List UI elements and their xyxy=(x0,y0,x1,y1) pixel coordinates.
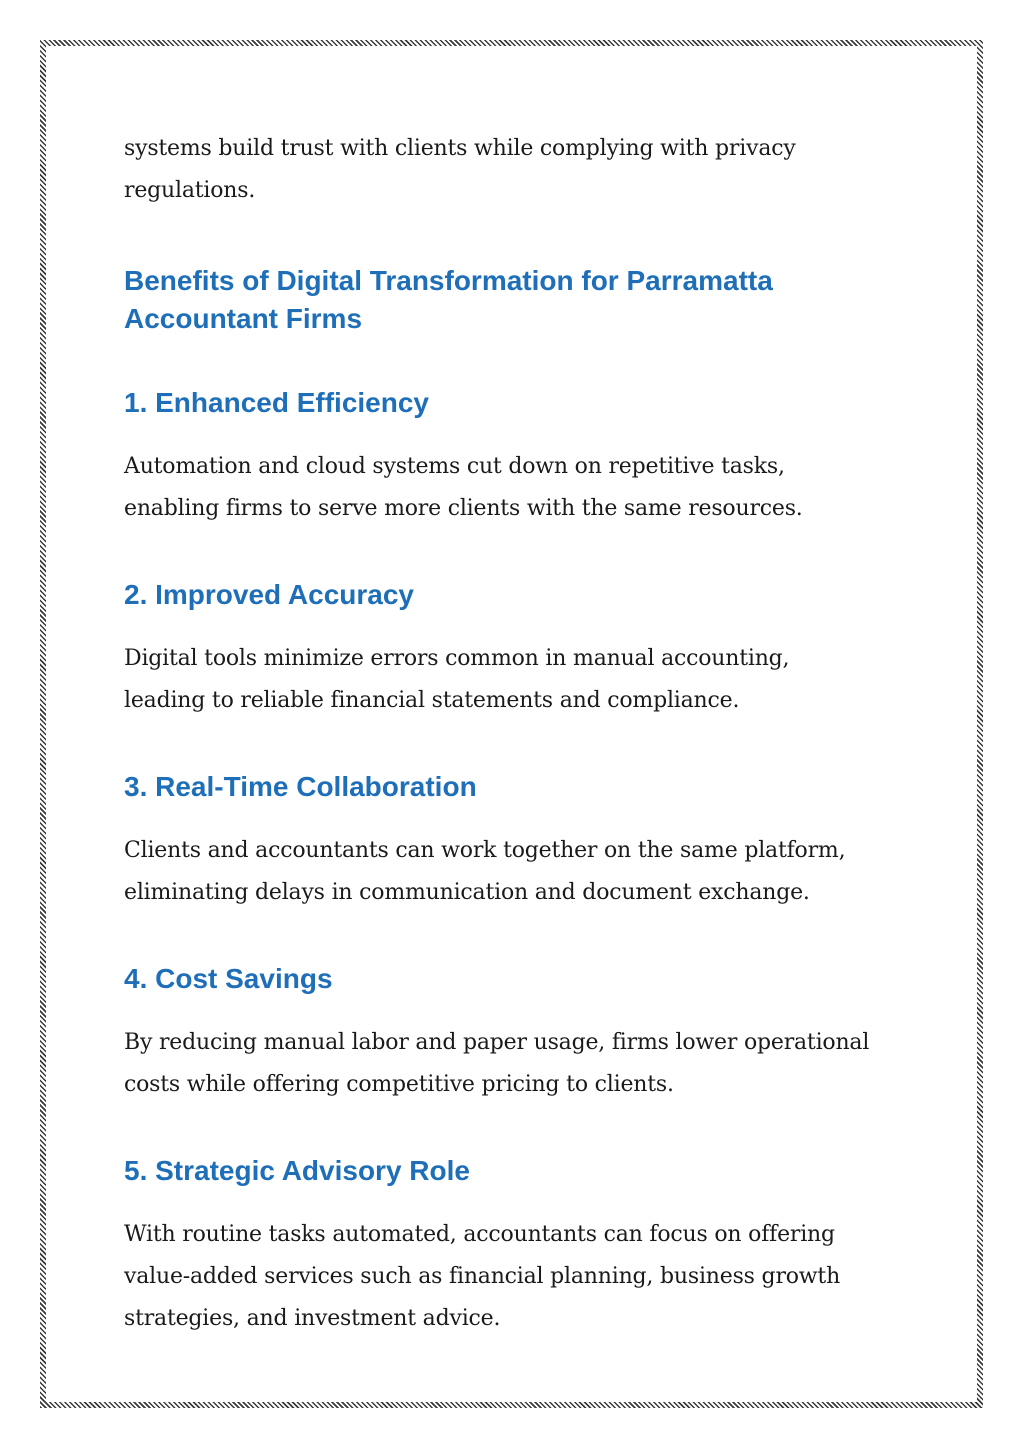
section-title: Benefits of Digital Transformation for Parramatta Accountant Firms xyxy=(124,265,773,334)
benefit-text: With routine tasks automated, accountants can focus on offering value-added services such as financial planning, business growth strategies, and investment advice. xyxy=(124,1222,841,1331)
benefit-text: Clients and accountants can work together on the same platform, eliminating delays in communication and document exchange. xyxy=(124,838,846,905)
benefit-text: Automation and cloud systems cut down on repetitive tasks, enabling firms to serve more clients with the same resources. xyxy=(124,454,803,521)
benefit-text: Digital tools minimize errors common in manual accounting, leading to reliable financial statements and compliance. xyxy=(124,646,790,713)
benefit-text: By reducing manual labor and paper usage, firms lower operational costs while offering competitive pricing to clients. xyxy=(124,1030,870,1097)
benefit-heading: 4. Cost Savings xyxy=(124,963,333,994)
benefit-heading: 5. Strategic Advisory Role xyxy=(124,1155,470,1186)
benefit-item-5 xyxy=(124,1152,904,1340)
benefit-item-4 xyxy=(124,960,904,1106)
benefit-heading: 3. Real-Time Collaboration xyxy=(124,771,477,802)
benefit-heading: 1. Enhanced Efficiency xyxy=(124,387,429,418)
document-body xyxy=(124,128,904,1340)
benefit-item-1 xyxy=(124,384,904,530)
benefit-item-3 xyxy=(124,768,904,914)
benefit-item-2 xyxy=(124,576,904,722)
intro-paragraph: systems build trust with clients while complying with privacy regulations. xyxy=(124,136,796,203)
benefit-heading: 2. Improved Accuracy xyxy=(124,579,414,610)
